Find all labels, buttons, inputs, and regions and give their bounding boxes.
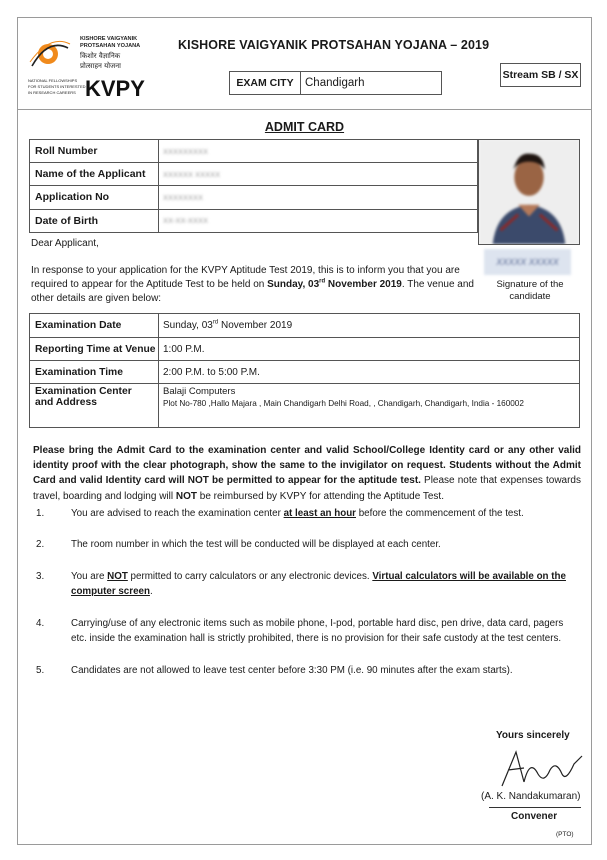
convener-signature bbox=[494, 744, 586, 794]
table-row bbox=[30, 209, 478, 232]
intro-paragraph: In response to your application for the KVPY Aptitude Test 2019, this is to inform you that you are required to appear for the Aptitude Test to be held on Sunday, 03rd November 2019. The venue and other details are given below: bbox=[31, 265, 474, 305]
signer-name: (A. K. Nandakumaran) bbox=[481, 791, 581, 802]
signature-caption: Signature of the candidate bbox=[496, 279, 564, 302]
notice-paragraph: Please bring the Admit Card to the examination center and valid School/College Identity card or any other valid identity proof with the clear photograph, show the same to the invigilator on request. Students without the Admit Card and valid Identity card will NOT be permitted to appear for the aptitude test. Please note that expenses towards travel, boarding and lodging will NOT be reimbursed by KVPY for attending the Aptitude Test. bbox=[33, 445, 581, 502]
application-no-label: Application No bbox=[30, 186, 159, 209]
signer-designation: Convener bbox=[511, 811, 558, 822]
applicant-details-table bbox=[29, 139, 478, 233]
exam-center-label: Examination Center and Address bbox=[30, 384, 159, 428]
exam-city-label: EXAM CITY bbox=[230, 72, 301, 94]
exam-time-label: Examination Time bbox=[30, 361, 159, 384]
roll-number-label: Roll Number bbox=[30, 140, 159, 163]
page-title: KISHORE VAIGYANIK PROTSAHAN YOJANA – 2019 bbox=[178, 38, 490, 52]
table-row bbox=[30, 361, 580, 384]
kvpy-logo bbox=[28, 32, 160, 104]
exam-center-value bbox=[159, 384, 580, 428]
svg-text:KVPY: KVPY bbox=[85, 76, 145, 101]
instruction-item: 4. Carrying/use of any electronic items such as mobile phone, I-pod, portable hard disc, pen drive, data card, pagers etc. inside the examination hall is strictly prohibited, there is no provision for their safe custody at the test centers. bbox=[36, 618, 564, 645]
svg-text:NATIONAL FELLOWSHIPS: NATIONAL FELLOWSHIPS bbox=[28, 78, 78, 83]
instruction-item: 3. You are NOT permitted to carry calculators or any electronic devices. Virtual calculators will be available on the computer screen. bbox=[36, 571, 566, 598]
svg-text:IN RESEARCH CAREERS: IN RESEARCH CAREERS bbox=[28, 90, 76, 95]
reporting-time-value: 1:00 P.M. bbox=[159, 338, 580, 361]
table-row bbox=[30, 163, 478, 186]
center-address: Plot No-780 ,Hallo Majara , Main Chandigarh Delhi Road, , Chandigarh, Chandigarh, India - 160002 bbox=[163, 399, 524, 408]
pto-note: (PTO) bbox=[556, 831, 574, 838]
yours-sincerely: Yours sincerely bbox=[496, 730, 570, 741]
date-of-birth-value: XX-XX-XXXX bbox=[163, 216, 209, 226]
instruction-item: 5. Candidates are not allowed to leave test center before 3:30 PM (i.e. 90 minutes after the exam starts). bbox=[36, 665, 513, 676]
admit-card-title: ADMIT CARD bbox=[264, 120, 345, 134]
instruction-item: 2. The room number in which the test will be conducted will be displayed at each center. bbox=[36, 539, 441, 550]
exam-city-box bbox=[229, 71, 442, 95]
exam-time-value: 2:00 P.M. to 5:00 P.M. bbox=[159, 361, 580, 384]
svg-text:FOR STUDENTS INTERESTED: FOR STUDENTS INTERESTED bbox=[28, 84, 86, 89]
center-name: Balaji Computers bbox=[163, 386, 236, 397]
applicant-name-value: XXXXXX XXXXX bbox=[163, 169, 221, 179]
divider bbox=[489, 807, 581, 808]
exam-date-label: Examination Date bbox=[30, 314, 159, 338]
candidate-photo bbox=[478, 139, 580, 245]
reporting-time-label: Reporting Time at Venue bbox=[30, 338, 159, 361]
candidate-signature: XXXXX XXXXX bbox=[484, 249, 571, 275]
table-row bbox=[30, 186, 478, 209]
table-row bbox=[30, 140, 478, 163]
table-row bbox=[30, 384, 580, 428]
svg-text:KISHORE VAIGYANIK: KISHORE VAIGYANIK bbox=[80, 36, 138, 42]
roll-number-value: XXXXXXXXX bbox=[163, 146, 209, 156]
instruction-item: 1. You are advised to reach the examination center at least an hour before the commencement of the test. bbox=[36, 508, 524, 519]
greeting: Dear Applicant, bbox=[31, 238, 99, 249]
table-row bbox=[30, 314, 580, 338]
date-of-birth-label: Date of Birth bbox=[30, 209, 159, 232]
svg-text:PROTSAHAN YOJANA: PROTSAHAN YOJANA bbox=[80, 43, 141, 49]
applicant-name-label: Name of the Applicant bbox=[30, 163, 159, 186]
admit-card-page bbox=[17, 17, 592, 845]
exam-city-value: Chandigarh bbox=[305, 77, 365, 89]
exam-details-table bbox=[29, 313, 580, 428]
svg-text:किशोर वैज्ञानिक: किशोर वैज्ञानिक bbox=[80, 52, 121, 60]
svg-text:प्रोत्साहन योजना: प्रोत्साहन योजना bbox=[80, 62, 121, 70]
table-row bbox=[30, 338, 580, 361]
application-no-value: XXXXXXXX bbox=[163, 192, 204, 202]
header bbox=[18, 18, 591, 110]
exam-date-value: Sunday, 03rd November 2019 bbox=[159, 314, 580, 338]
stream-badge: Stream SB / SX bbox=[500, 63, 581, 87]
